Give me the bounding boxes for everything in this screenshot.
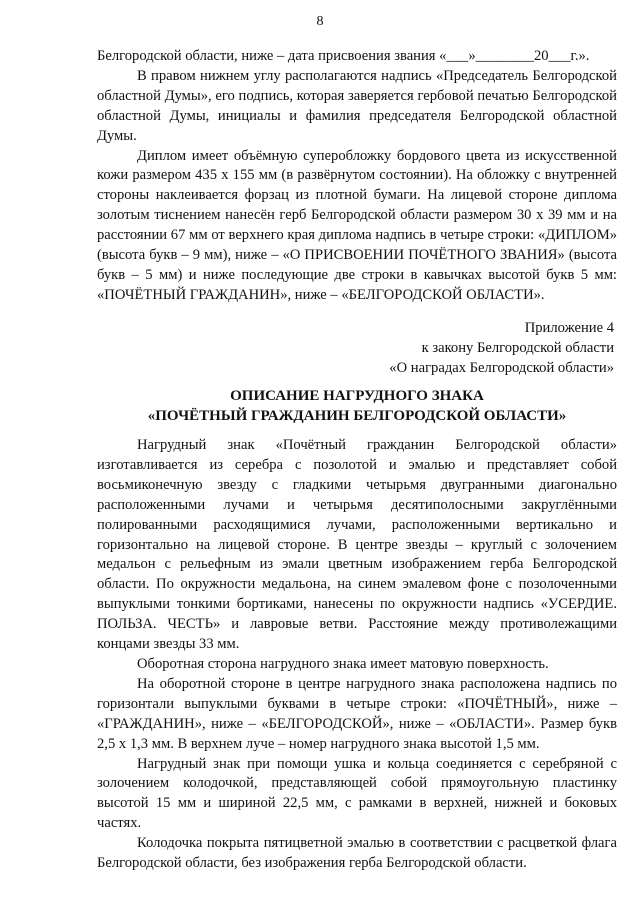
paragraph-date-line: Белгородской области, ниже – дата присвоения звания «___»________20___г.». [97, 48, 590, 64]
diploma-description-continuation [97, 47, 617, 306]
paragraph-badge-ribbon-bar: Нагрудный знак при помощи ушка и кольца соединяется с серебряной с золочением колодочкой, представляющей собой прямоугольную пластинку высотой 15 мм и шириной 22,5 мм, с рамками в верхней, нижней и боковых частях. [97, 755, 617, 832]
section-heading [97, 386, 617, 426]
paragraph-ribbon-enamel: Колодочка покрыта пятицветной эмалью в соответствии с расцветкой флага Белгородской области, без изображения герба Белгородской области. [97, 835, 617, 872]
appendix-line-1: Приложение 4 [524, 320, 614, 336]
paragraph-badge-front: Нагрудный знак «Почётный гражданин Белгородской области» изготавливается из серебра с позолотой и эмалью и представляет собой восьмиконечную звезду с гладкими четырьмя двугранными диагонально расположенными лучами и четырьмя десятиполосными закруглёнными полированными расходящимися лучами, расположенными вертикально и горизонтально на лицевой стороне. В центре звезды – круглый с золочением медальон с рельефным из эмали цветным изображением герба Белгородской области. По окружности медальона, на синем эмалевом фоне с позолоченными выпуклыми тонкими бортиками, нанесены по окружности надпись «УСЕРДИЕ. ПОЛЬЗА. ЧЕСТЬ» и лавровые ветви. Расстояние между противолежащими концами звезды 33 мм. [97, 437, 617, 653]
heading-line-2: «ПОЧЁТНЫЙ ГРАЖДАНИН БЕЛГОРОДСКОЙ ОБЛАСТИ» [147, 408, 567, 424]
appendix-line-2: к закону Белгородской области [421, 340, 614, 356]
page-number: 8 [316, 14, 324, 29]
appendix-line-3: «О наградах Белгородской области» [389, 360, 614, 376]
paragraph-badge-back-surface: Оборотная сторона нагрудного знака имеет матовую поверхность. [137, 655, 549, 672]
paragraph-signature: В правом нижнем углу располагаются надпись «Председатель Белгородской областной Думы», его подпись, которая заверяется гербовой печатью Белгородской областной Думы, инициалы и фамилия председателя Белгородской областной Думы. [97, 67, 617, 144]
appendix-reference [389, 318, 614, 378]
heading-line-1: ОПИСАНИЕ НАГРУДНОГО ЗНАКА [230, 388, 484, 404]
paragraph-badge-back-inscription: На оборотной стороне в центре нагрудного знака расположена надпись по горизонтали выпуклыми буквами в четыре строки: «ПОЧЁТНЫЙ», ниже – «ГРАЖДАНИН», ниже – «БЕЛГОРОДСКОЙ», ниже – «ОБЛАСТИ». Размер букв 2,5 х 1,3 мм. В верхнем луче – номер нагрудного знака высотой 1,5 мм. [97, 675, 617, 752]
badge-description [97, 436, 617, 874]
paragraph-cover: Диплом имеет объёмную суперобложку бордового цвета из искусственной кожи размером 435 х 155 мм (в развёрнутом состоянии). На обложку с внутренней стороны наклеивается форзац из плотной бумаги. На лицевой стороне диплома золотым тиснением нанесён герб Белгородской области размером 30 х 39 мм и на расстоянии 67 мм от верхнего края диплома надпись в четыре строки: «ДИПЛОМ» (высота букв – 9 мм), ниже – «О ПРИСВОЕНИИ ПОЧЁТНОГО ЗВАНИЯ» (высота букв – 5 мм) и ниже последующие две строки в кавычках высотой букв 5 мм: «ПОЧЁТНЫЙ ГРАЖДАНИН», ниже – «БЕЛГОРОДСКОЙ ОБЛАСТИ». [97, 147, 617, 303]
